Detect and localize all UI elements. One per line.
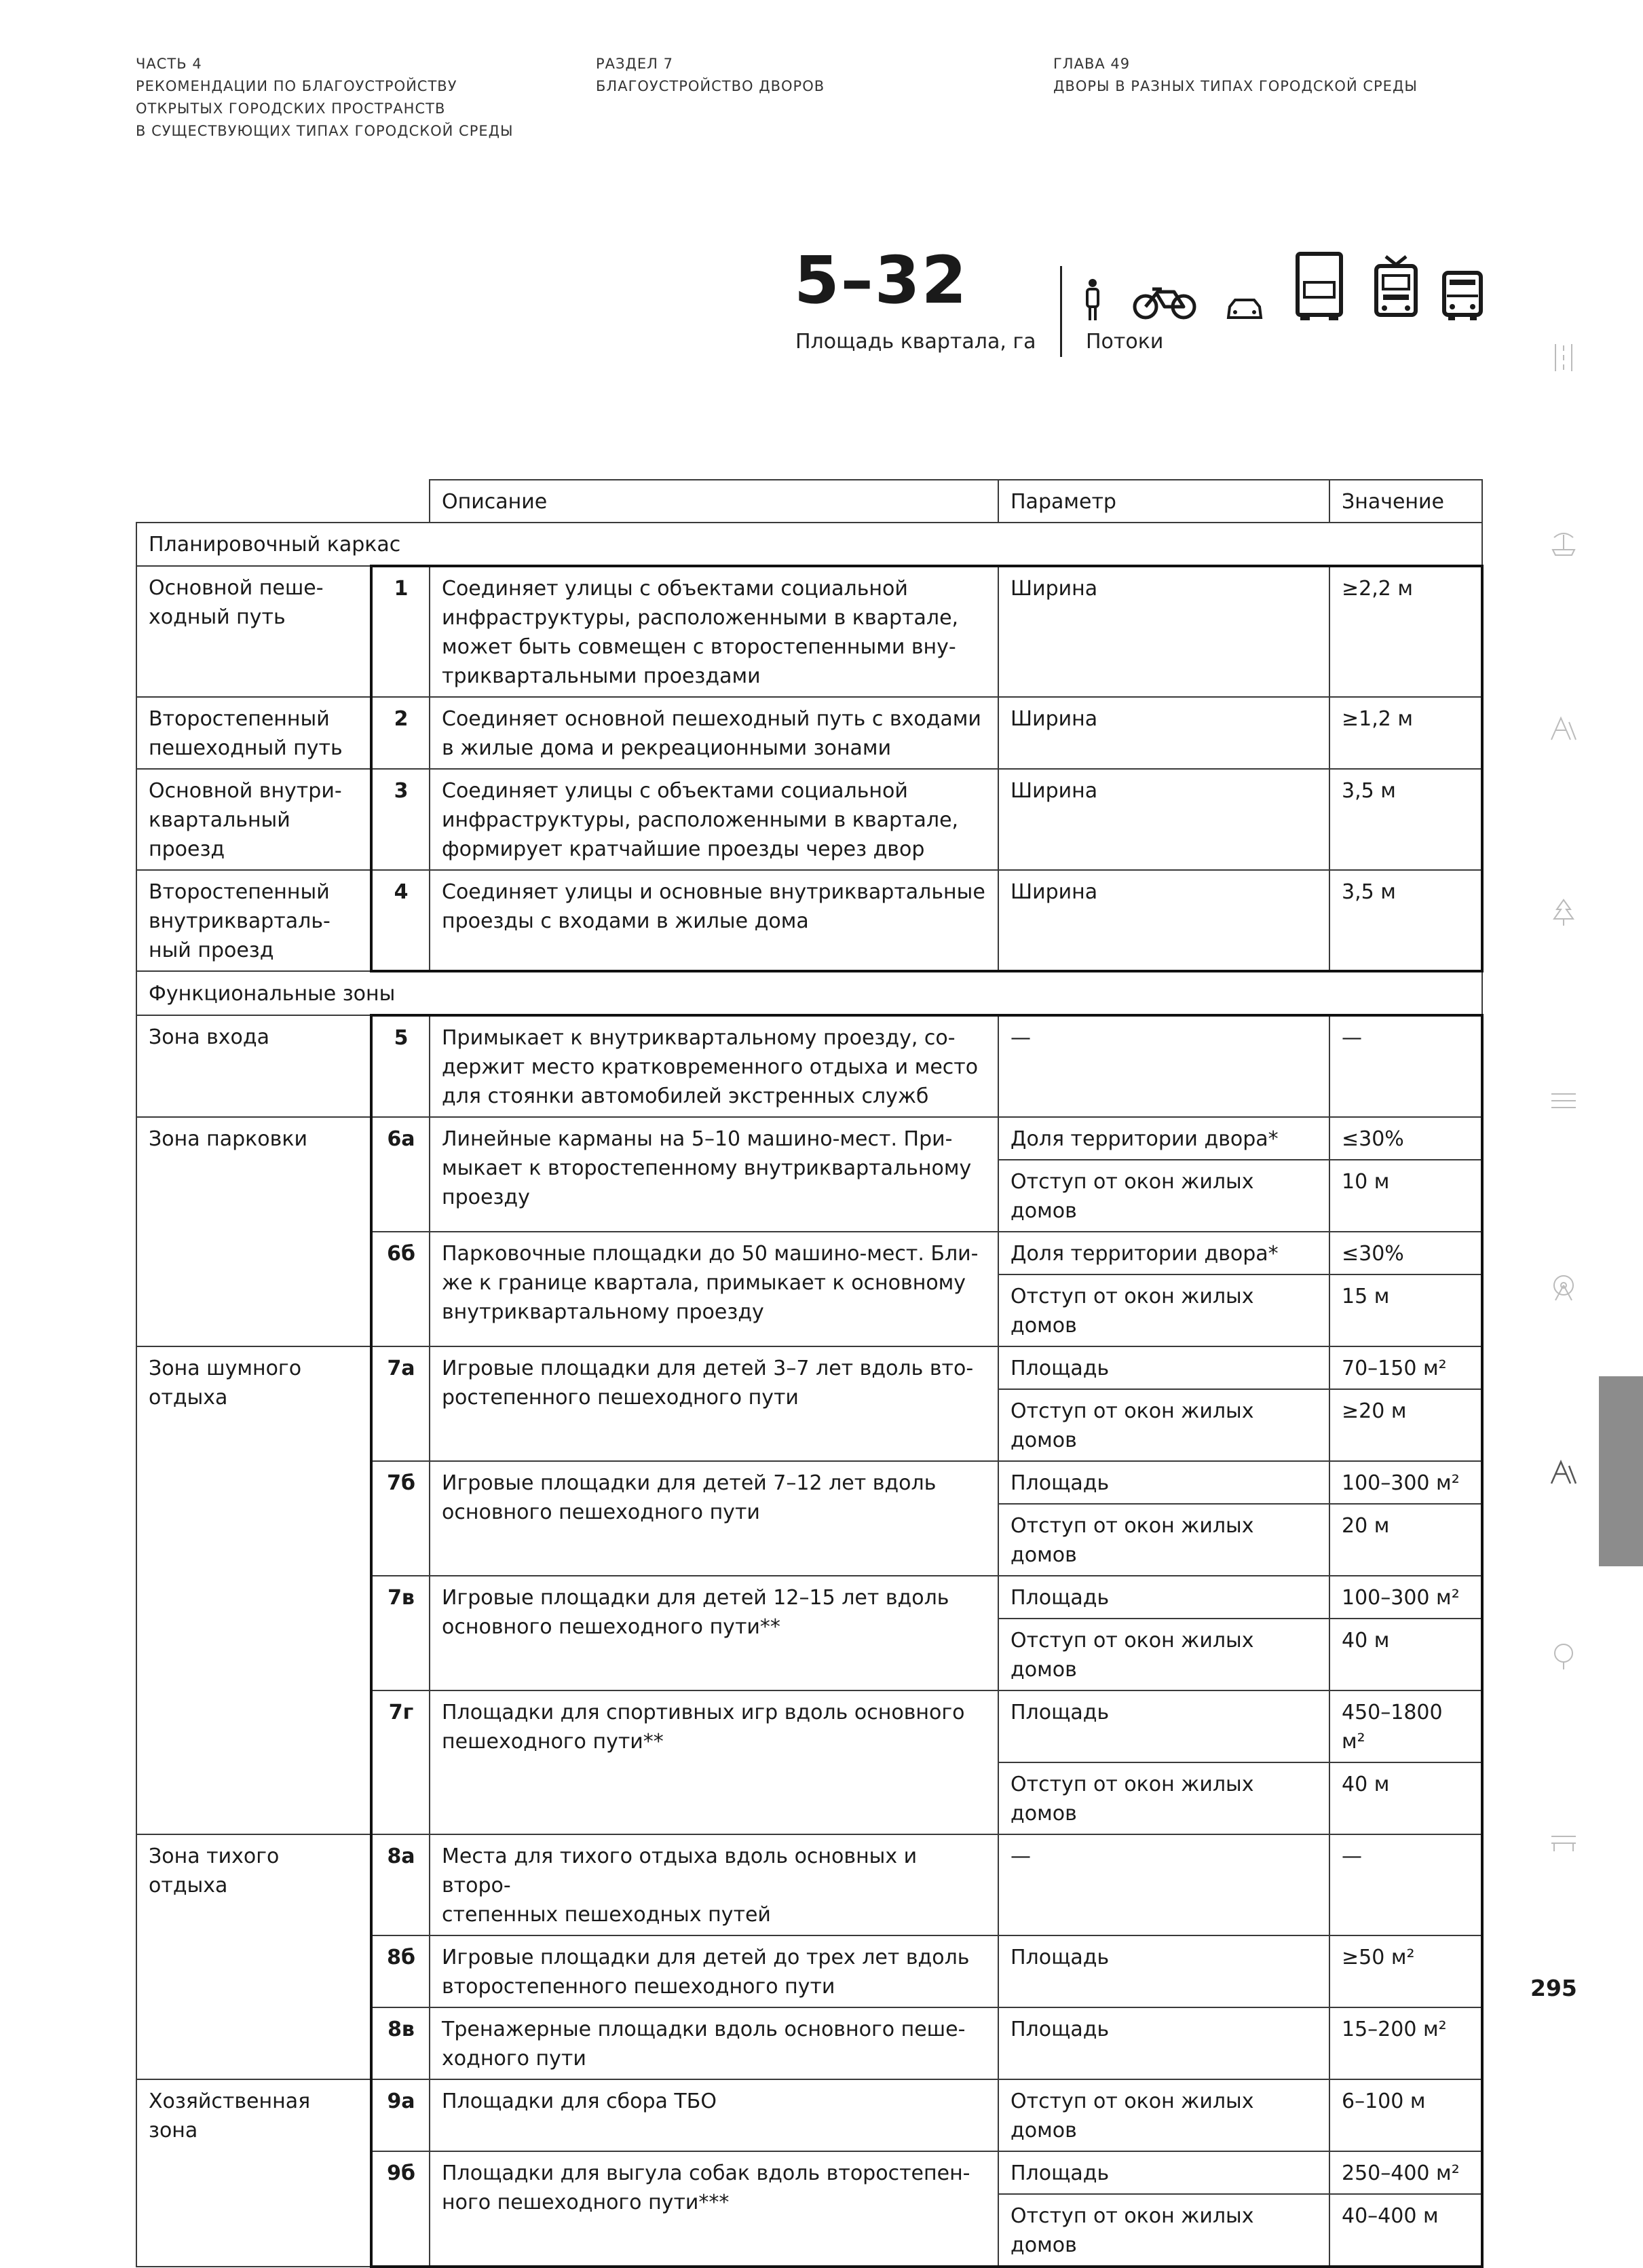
parameter-value: ≥20 м — [1329, 1389, 1482, 1461]
parameter-name: Ширина — [998, 769, 1329, 870]
parameter-name: Отступ от окон жилых домов — [998, 1762, 1329, 1834]
header-part-line: ОТКРЫТЫХ ГОРОДСКИХ ПРОСТРАНСТВ — [136, 100, 446, 117]
bush-icon — [1549, 1641, 1579, 1671]
header-section-line: РАЗДЕЛ 7 — [596, 56, 673, 72]
zone-name: Зона входа — [136, 1015, 371, 1117]
element-number: 9б — [371, 2151, 430, 2267]
element-description: Линейные карманы на 5–10 машино-мест. При- мыкает к второстепенному внутриквартальному проезду — [430, 1117, 998, 1232]
element-number: 4 — [371, 870, 430, 971]
header-chapter-line: ГЛАВА 49 — [1053, 56, 1131, 72]
element-number: 8в — [371, 2007, 430, 2079]
bus-icon — [1441, 270, 1484, 322]
element-number: 2 — [371, 697, 430, 769]
playground-icon — [1549, 1456, 1579, 1486]
element-description: Примыкает к внутриквартальному проезду, со- держит место кратковременного отдыха и место для стоянки автомобилей экстренных служб — [430, 1015, 998, 1117]
table-row — [136, 1117, 1482, 1160]
bench-icon — [1549, 1826, 1579, 1855]
parameter-name: Отступ от окон жилых домов — [998, 1619, 1329, 1690]
parameter-name: Площадь — [998, 1690, 1329, 1762]
parameter-value: — — [1329, 1015, 1482, 1117]
parameter-value: 40–400 м — [1329, 2194, 1482, 2267]
column-header-description: Описание — [430, 480, 998, 523]
parameter-name: Площадь — [998, 1935, 1329, 2007]
table-row — [136, 2079, 1482, 2151]
element-description: Места для тихого отдыха вдоль основных и второ- степенных пешеходных путей — [430, 1834, 998, 1935]
element-number: 9а — [371, 2079, 430, 2151]
tree-icon — [1549, 897, 1579, 927]
element-description: Парковочные площадки до 50 машино-мест. Бли- же к границе квартала, примыкает к основному внутриквартальному проезду — [430, 1232, 998, 1346]
parameter-value: ≤30% — [1329, 1232, 1482, 1274]
parameter-value: ≥50 м² — [1329, 1935, 1482, 2007]
parameter-value: 15 м — [1329, 1274, 1482, 1346]
parameter-name: Площадь — [998, 2151, 1329, 2194]
element-number: 6а — [371, 1117, 430, 1232]
header-part-line: ЧАСТЬ 4 — [136, 56, 202, 72]
bicycle-icon — [1132, 285, 1197, 320]
parameter-name: Площадь — [998, 1576, 1329, 1619]
parameter-name: — — [998, 1834, 1329, 1935]
road-icon — [1549, 343, 1579, 373]
parameter-name: Ширина — [998, 566, 1329, 697]
table-row — [136, 870, 1482, 971]
parameter-name: Ширина — [998, 870, 1329, 971]
parameter-name: Отступ от окон жилых домов — [998, 2079, 1329, 2151]
element-number: 7г — [371, 1690, 430, 1834]
header-part — [136, 53, 514, 143]
yard-parameters-table — [136, 479, 1484, 2268]
tram-icon — [1374, 254, 1418, 322]
parameter-value: 3,5 м — [1329, 769, 1482, 870]
playground-icon — [1549, 713, 1579, 742]
parameter-name: Отступ от окон жилых домов — [998, 2194, 1329, 2267]
parameter-name: Отступ от окон жилых домов — [998, 1389, 1329, 1461]
zone-name: Зона парковки — [136, 1117, 371, 1346]
table-row — [136, 769, 1482, 870]
header-section — [596, 53, 825, 98]
table-corner — [136, 480, 430, 523]
zone-name: Зона шумного отдыха — [136, 1346, 371, 1834]
parameter-name: — — [998, 1015, 1329, 1117]
pedestrian-icon — [1084, 278, 1101, 322]
column-header-parameter: Параметр — [998, 480, 1329, 523]
car-icon — [1226, 297, 1264, 320]
parameter-value: ≥1,2 м — [1329, 697, 1482, 769]
parameter-name: Доля территории двора* — [998, 1117, 1329, 1160]
element-number: 7в — [371, 1576, 430, 1690]
element-description: Игровые площадки для детей 12–15 лет вдоль основного пешеходного пути** — [430, 1576, 998, 1690]
element-number: 3 — [371, 769, 430, 870]
summary-divider — [1060, 266, 1062, 357]
chapter-tab-marker — [1599, 1376, 1643, 1566]
table-row — [136, 1346, 1482, 1389]
element-number: 1 — [371, 566, 430, 697]
parameter-name: Отступ от окон жилых домов — [998, 1274, 1329, 1346]
zone-name: Хозяйственная зона — [136, 2079, 371, 2267]
parameter-name: Ширина — [998, 697, 1329, 769]
header-part-line: РЕКОМЕНДАЦИИ ПО БЛАГОУСТРОЙСТВУ — [136, 78, 457, 94]
element-name: Основной пеше- ходный путь — [136, 566, 371, 697]
parameter-value: ≥2,2 м — [1329, 566, 1482, 697]
element-name: Основной внутри- квартальный проезд — [136, 769, 371, 870]
parameter-name: Площадь — [998, 1461, 1329, 1504]
parameter-name: Отступ от окон жилых домов — [998, 1504, 1329, 1576]
parameter-value: ≤30% — [1329, 1117, 1482, 1160]
table-row — [136, 566, 1482, 697]
parameter-name: Доля территории двора* — [998, 1232, 1329, 1274]
header-chapter — [1053, 53, 1418, 98]
header-part-line: В СУЩЕСТВУЮЩИХ ТИПАХ ГОРОДСКОЙ СРЕДЫ — [136, 123, 514, 139]
element-description: Соединяет улицы с объектами социальной инфраструктуры, расположенными в квартале, формирует кратчайшие проезды через двор — [430, 769, 998, 870]
element-description: Игровые площадки для детей до трех лет вдоль второстепенного пешеходного пути — [430, 1935, 998, 2007]
parameter-value: 100–300 м² — [1329, 1461, 1482, 1504]
parameter-value: 3,5 м — [1329, 870, 1482, 971]
parameter-value: 40 м — [1329, 1619, 1482, 1690]
parameter-value: 70–150 м² — [1329, 1346, 1482, 1389]
parking-lines-icon — [1549, 1086, 1579, 1116]
element-number: 7а — [371, 1346, 430, 1461]
element-name: Второстепенный внутрикварталь- ный проезд — [136, 870, 371, 971]
table-row — [136, 697, 1482, 769]
element-description: Тренажерные площадки вдоль основного пеше- ходного пути — [430, 2007, 998, 2079]
element-description: Игровые площадки для детей 3–7 лет вдоль вто- ростепенного пешеходного пути — [430, 1346, 998, 1461]
element-number: 5 — [371, 1015, 430, 1117]
element-number: 8б — [371, 1935, 430, 2007]
parameter-value: 450–1800 м² — [1329, 1690, 1482, 1762]
page-number: 295 — [1530, 1975, 1577, 2001]
parameter-value: 15–200 м² — [1329, 2007, 1482, 2079]
header-section-line: БЛАГОУСТРОЙСТВО ДВОРОВ — [596, 78, 825, 94]
element-description: Площадки для спортивных игр вдоль основного пешеходного пути** — [430, 1690, 998, 1834]
amusement-icon — [1549, 1272, 1579, 1302]
element-description: Соединяет основной пешеходный путь с входами в жилые дома и рекреационными зонами — [430, 697, 998, 769]
element-description: Площадки для сбора ТБО — [430, 2079, 998, 2151]
parameter-value: 40 м — [1329, 1762, 1482, 1834]
block-area-label: Площадь квартала, га — [795, 330, 1036, 354]
element-name: Второстепенный пешеходный путь — [136, 697, 371, 769]
block-area-range: 5–32 — [794, 242, 968, 318]
section-header: Планировочный каркас — [136, 523, 1482, 566]
zone-name: Зона тихого отдыха — [136, 1834, 371, 2079]
table-row — [136, 1834, 1482, 1935]
parameter-value: — — [1329, 1834, 1482, 1935]
element-description: Площадки для выгула собак вдоль второстепен- ного пешеходного пути*** — [430, 2151, 998, 2267]
element-number: 6б — [371, 1232, 430, 1346]
table-row — [136, 1015, 1482, 1117]
parameter-value: 20 м — [1329, 1504, 1482, 1576]
header-chapter-line: ДВОРЫ В РАЗНЫХ ТИПАХ ГОРОДСКОЙ СРЕДЫ — [1053, 78, 1418, 94]
parameter-name: Отступ от окон жилых домов — [998, 1160, 1329, 1232]
fountain-icon — [1549, 528, 1579, 558]
element-description: Соединяет улицы и основные внутриквартальные проезды с входами в жилые дома — [430, 870, 998, 971]
section-header: Функциональные зоны — [136, 971, 1482, 1015]
flows-label: Потоки — [1086, 330, 1164, 354]
parameter-value: 10 м — [1329, 1160, 1482, 1232]
parameter-name: Площадь — [998, 2007, 1329, 2079]
element-number: 7б — [371, 1461, 430, 1576]
parameter-value: 100–300 м² — [1329, 1576, 1482, 1619]
truck-icon — [1295, 251, 1344, 322]
element-description: Соединяет улицы с объектами социальной инфраструктуры, расположенными в квартале, может быть совмещен с второстепенными вну- триквартальными проездами — [430, 566, 998, 697]
element-description: Игровые площадки для детей 7–12 лет вдоль основного пешеходного пути — [430, 1461, 998, 1576]
parameter-value: 250–400 м² — [1329, 2151, 1482, 2194]
element-number: 8а — [371, 1834, 430, 1935]
parameter-value: 6–100 м — [1329, 2079, 1482, 2151]
parameter-name: Площадь — [998, 1346, 1329, 1389]
column-header-value: Значение — [1329, 480, 1482, 523]
